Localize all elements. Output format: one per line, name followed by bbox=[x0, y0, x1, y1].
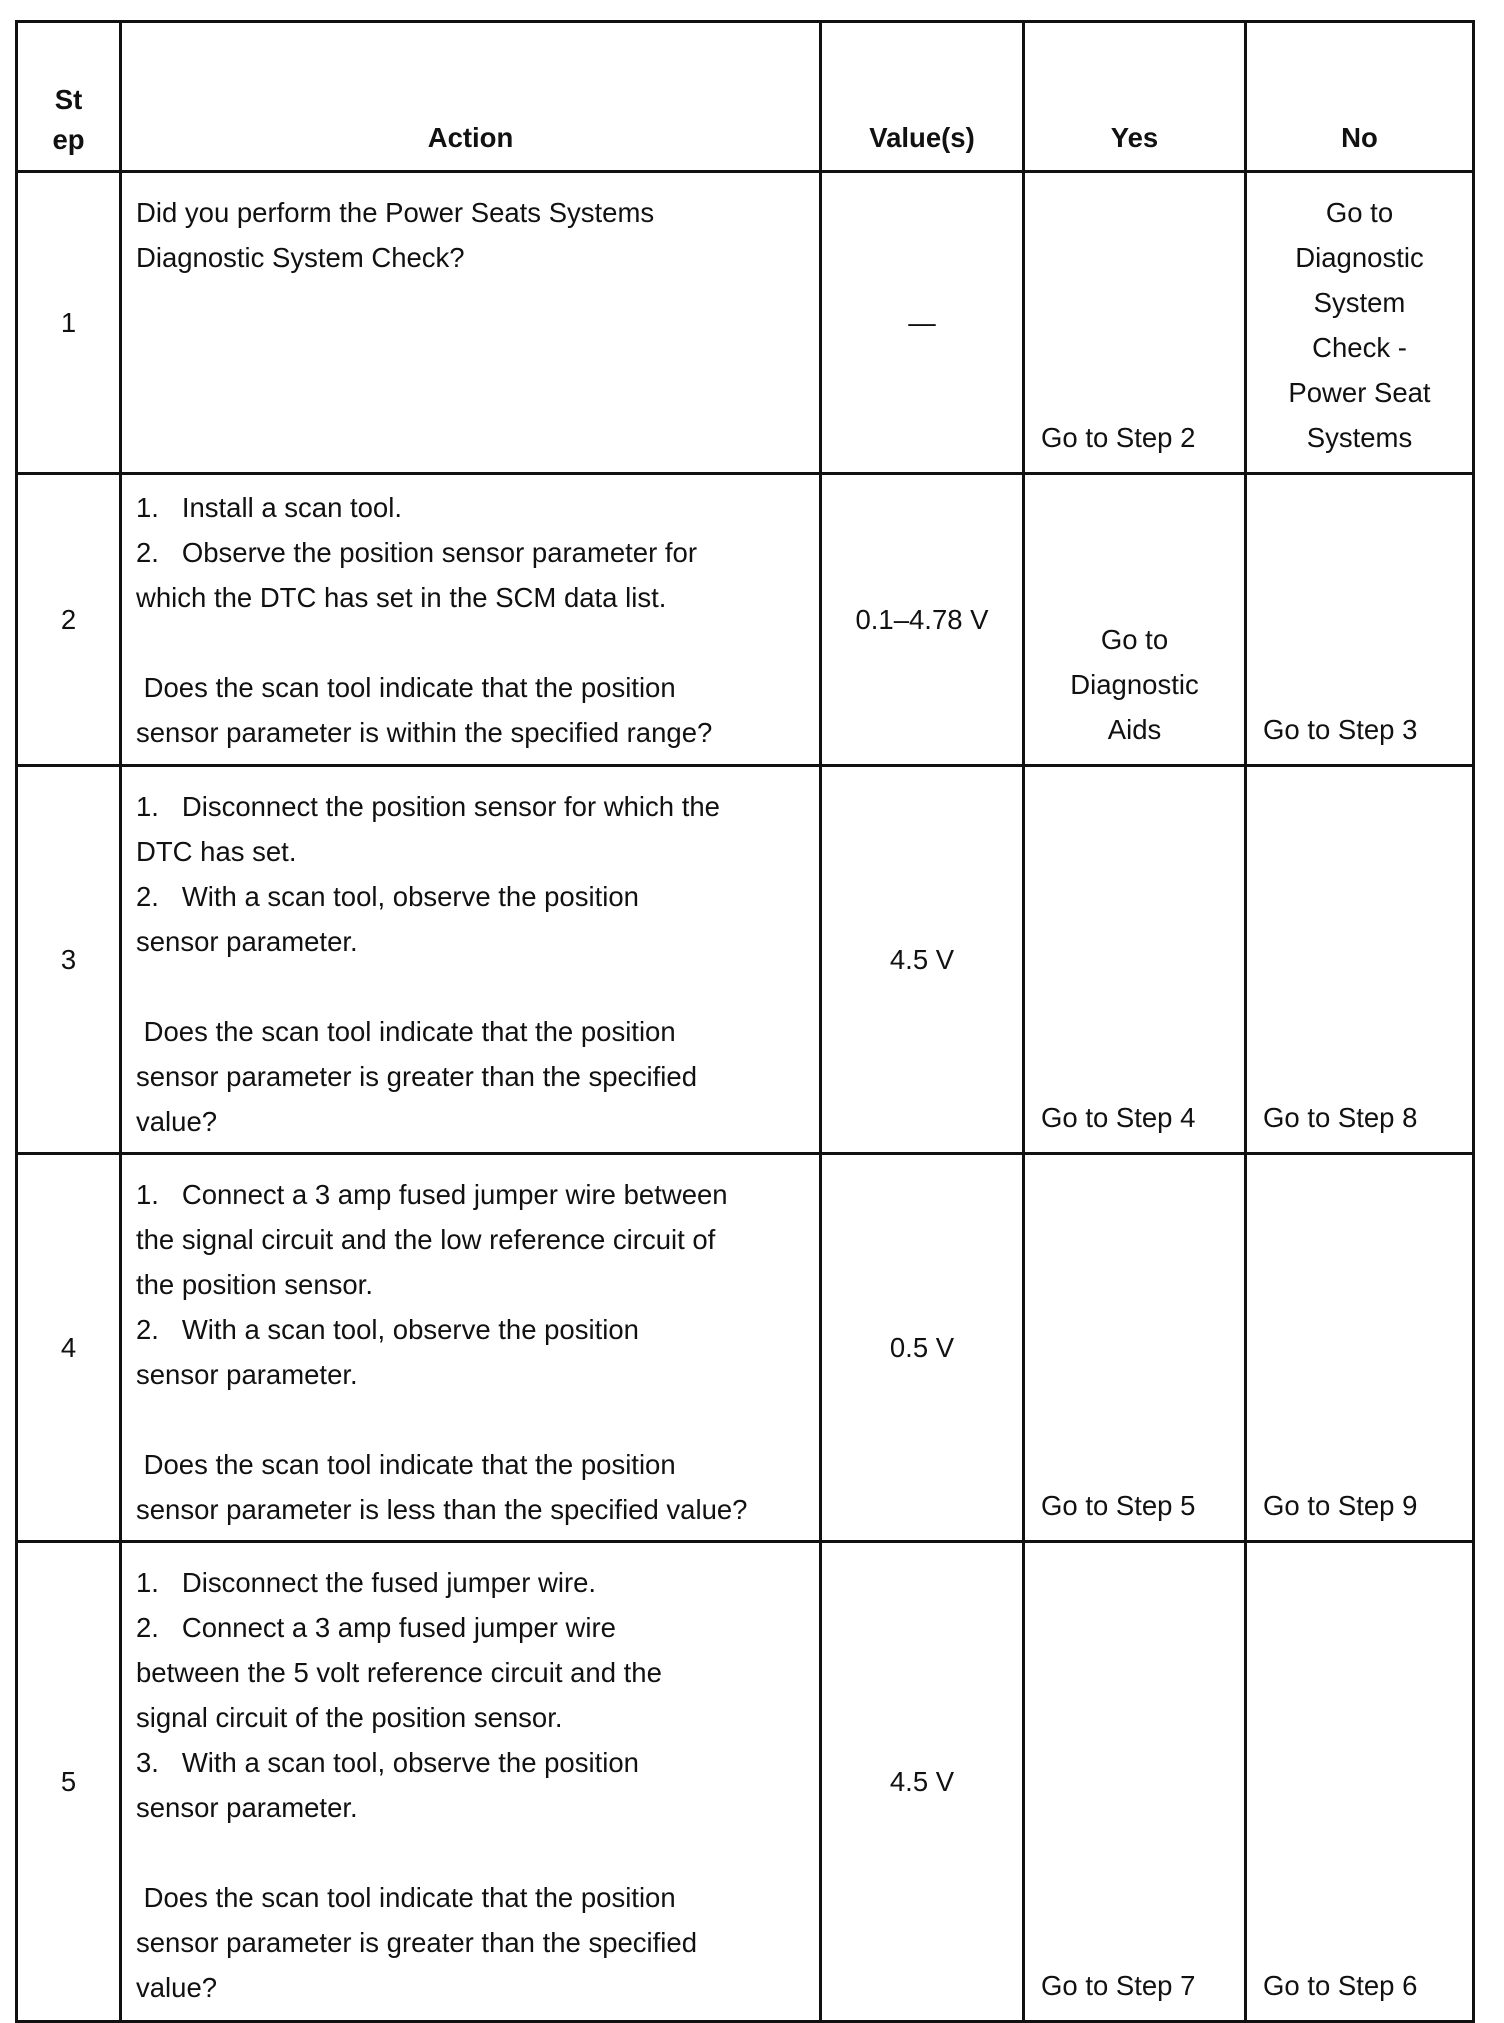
no-text bbox=[1246, 1542, 1474, 2022]
action-line: 1. Install a scan tool. bbox=[136, 492, 402, 523]
action-line bbox=[136, 1830, 807, 1875]
action-line: Does the scan tool indicate that the position bbox=[136, 672, 676, 703]
table-row bbox=[17, 1154, 1474, 1542]
action-line: sensor parameter is greater than the specified bbox=[136, 1061, 697, 1092]
header-yes: Yes bbox=[1024, 22, 1246, 172]
no-text bbox=[1246, 1154, 1474, 1542]
action-line bbox=[136, 1397, 807, 1442]
no-text bbox=[1246, 172, 1474, 474]
action-line: sensor parameter. bbox=[136, 1792, 358, 1823]
header-values: Value(s) bbox=[821, 22, 1024, 172]
no-line: Systems bbox=[1306, 422, 1413, 453]
no-line: Go to bbox=[1325, 197, 1394, 228]
yes-text bbox=[1024, 172, 1246, 474]
action-line: 3. With a scan tool, observe the position bbox=[136, 1747, 639, 1778]
no-goto: Go to Step 8 bbox=[1263, 1102, 1418, 1133]
yes-line: Diagnostic bbox=[1070, 669, 1199, 700]
yes-text bbox=[1024, 766, 1246, 1154]
action-line: sensor parameter. bbox=[136, 1359, 358, 1390]
step-number: 2 bbox=[17, 474, 121, 766]
yes-line: Aids bbox=[1107, 714, 1162, 745]
no-line: Check - bbox=[1312, 332, 1407, 363]
no-goto: Go to Step 9 bbox=[1263, 1490, 1418, 1521]
no-text bbox=[1246, 474, 1474, 766]
action-line: Did you perform the Power Seats Systems bbox=[136, 197, 655, 228]
action-line: signal circuit of the position sensor. bbox=[136, 1702, 563, 1733]
table-row bbox=[17, 172, 1474, 474]
table-row bbox=[17, 766, 1474, 1154]
action-line: sensor parameter is greater than the specified bbox=[136, 1927, 697, 1958]
action-line: value? bbox=[136, 1106, 218, 1137]
action-line: Diagnostic System Check? bbox=[136, 242, 465, 273]
action-line: 2. With a scan tool, observe the position bbox=[136, 1314, 639, 1345]
yes-goto: Go to Step 2 bbox=[1041, 422, 1196, 453]
action-line: between the 5 volt reference circuit and the bbox=[136, 1657, 662, 1688]
action-line: sensor parameter is less than the specified value? bbox=[136, 1494, 748, 1525]
table-row bbox=[17, 1542, 1474, 2022]
action-text bbox=[121, 1154, 821, 1542]
action-line bbox=[136, 964, 807, 1009]
no-text bbox=[1246, 766, 1474, 1154]
action-line: 2. With a scan tool, observe the position bbox=[136, 881, 639, 912]
table-row bbox=[17, 474, 1474, 766]
action-line: which the DTC has set in the SCM data list. bbox=[136, 582, 667, 613]
no-line: Power Seat bbox=[1288, 377, 1431, 408]
action-line: 1. Disconnect the position sensor for which the bbox=[136, 791, 720, 822]
step-number: 5 bbox=[17, 1542, 121, 2022]
no-line: Diagnostic bbox=[1295, 242, 1424, 273]
value-text: 0.1–4.78 V bbox=[821, 474, 1024, 766]
step-number: 4 bbox=[17, 1154, 121, 1542]
action-text bbox=[121, 1542, 821, 2022]
value-text: — bbox=[821, 172, 1024, 474]
yes-goto: Go to Step 5 bbox=[1041, 1490, 1196, 1521]
action-line: 1. Connect a 3 amp fused jumper wire between bbox=[136, 1179, 728, 1210]
yes-goto: Go to Step 7 bbox=[1041, 1970, 1196, 2001]
value-text: 0.5 V bbox=[821, 1154, 1024, 1542]
action-line: sensor parameter is within the specified range? bbox=[136, 717, 713, 748]
action-line bbox=[136, 620, 807, 665]
header-action: Action bbox=[121, 22, 821, 172]
action-line: 1. Disconnect the fused jumper wire. bbox=[136, 1567, 597, 1598]
action-line: the position sensor. bbox=[136, 1269, 373, 1300]
action-line: sensor parameter. bbox=[136, 926, 358, 957]
header-step-line-1: St bbox=[54, 84, 83, 115]
header-row bbox=[17, 22, 1474, 172]
action-line: the signal circuit and the low reference circuit of bbox=[136, 1224, 716, 1255]
action-line: 2. Observe the position sensor parameter for bbox=[136, 537, 697, 568]
value-text: 4.5 V bbox=[821, 766, 1024, 1154]
action-text bbox=[121, 766, 821, 1154]
action-line: 2. Connect a 3 amp fused jumper wire bbox=[136, 1612, 616, 1643]
yes-line: Go to bbox=[1100, 624, 1169, 655]
header-step-line-2: ep bbox=[52, 124, 85, 155]
table-body bbox=[17, 172, 1474, 2022]
no-line: System bbox=[1313, 287, 1406, 318]
yes-text bbox=[1024, 1154, 1246, 1542]
yes-text bbox=[1024, 1542, 1246, 2022]
value-text: 4.5 V bbox=[821, 1542, 1024, 2022]
no-goto: Go to Step 6 bbox=[1263, 1970, 1418, 2001]
step-number: 1 bbox=[17, 172, 121, 474]
header-step bbox=[17, 22, 121, 172]
step-number: 3 bbox=[17, 766, 121, 1154]
action-line: DTC has set. bbox=[136, 836, 297, 867]
yes-text bbox=[1024, 474, 1246, 766]
action-line: Does the scan tool indicate that the position bbox=[136, 1016, 676, 1047]
yes-goto: Go to Step 4 bbox=[1041, 1102, 1196, 1133]
action-line: Does the scan tool indicate that the position bbox=[136, 1882, 676, 1913]
no-goto: Go to Step 3 bbox=[1263, 714, 1418, 745]
diagnostic-table bbox=[15, 20, 1475, 2023]
action-line: Does the scan tool indicate that the position bbox=[136, 1449, 676, 1480]
action-text bbox=[121, 474, 821, 766]
action-line: value? bbox=[136, 1972, 218, 2003]
header-no: No bbox=[1246, 22, 1474, 172]
action-text bbox=[121, 172, 821, 474]
